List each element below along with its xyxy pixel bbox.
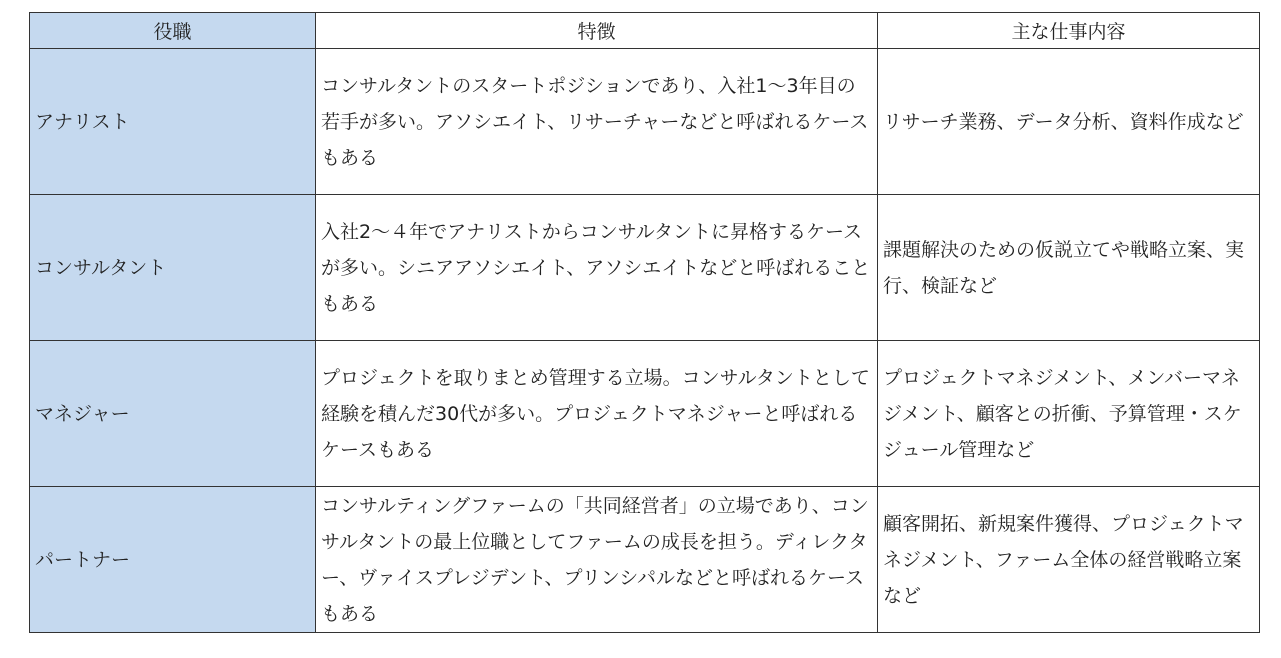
- header-row: [30, 13, 1260, 49]
- work-cell: [878, 341, 1260, 487]
- job-title-table: [29, 12, 1260, 633]
- role-label: マネジャー: [35, 402, 130, 425]
- features-cell: [316, 49, 878, 195]
- features-text: コンサルティングファームの「共同経営者」の立場であり、コンサルタントの最上位職としてファームの成長を担う。ディレクター、ヴァイスプレジデント、プリンシパルなどと呼ばれるケースもある: [321, 494, 869, 625]
- table-row: [30, 49, 1260, 195]
- work-text: 課題解決のための仮説立てや戦略立案、実行、検証など: [883, 238, 1245, 297]
- role-label: アナリスト: [35, 110, 130, 133]
- features-text: プロジェクトを取りまとめ管理する立場。コンサルタントとして経験を積んだ30代が多い。プロジェクトマネジャーと呼ばれるケースもある: [321, 366, 870, 461]
- header-work: 主な仕事内容: [878, 13, 1260, 49]
- table-row: [30, 195, 1260, 341]
- table-row: [30, 341, 1260, 487]
- header-features: 特徴: [316, 13, 878, 49]
- work-cell: [878, 49, 1260, 195]
- role-cell: [30, 195, 316, 341]
- table-row: [30, 487, 1260, 633]
- role-label: コンサルタント: [35, 256, 167, 279]
- role-cell: [30, 487, 316, 633]
- role-cell: [30, 49, 316, 195]
- features-cell: [316, 341, 878, 487]
- work-cell: [878, 195, 1260, 341]
- features-text: 入社2～４年でアナリストからコンサルタントに昇格するケースが多い。シニアアソシエイト、アソシエイトなどと呼ばれることもある: [321, 220, 871, 315]
- work-cell: [878, 487, 1260, 633]
- features-text: コンサルタントのスタートポジションであり、入社1～3年目の若手が多い。アソシエイト、リサーチャーなどと呼ばれるケースもある: [321, 74, 869, 169]
- header-role: 役職: [30, 13, 316, 49]
- features-cell: [316, 195, 878, 341]
- work-text: リサーチ業務、データ分析、資料作成など: [883, 110, 1244, 133]
- work-text: プロジェクトマネジメント、メンバーマネジメント、顧客との折衝、予算管理・スケジュール管理など: [883, 366, 1242, 461]
- work-text: 顧客開拓、新規案件獲得、プロジェクトマネジメント、ファーム全体の経営戦略立案など: [883, 512, 1244, 607]
- role-label: パートナー: [35, 548, 131, 571]
- features-cell: [316, 487, 878, 633]
- role-cell: [30, 341, 316, 487]
